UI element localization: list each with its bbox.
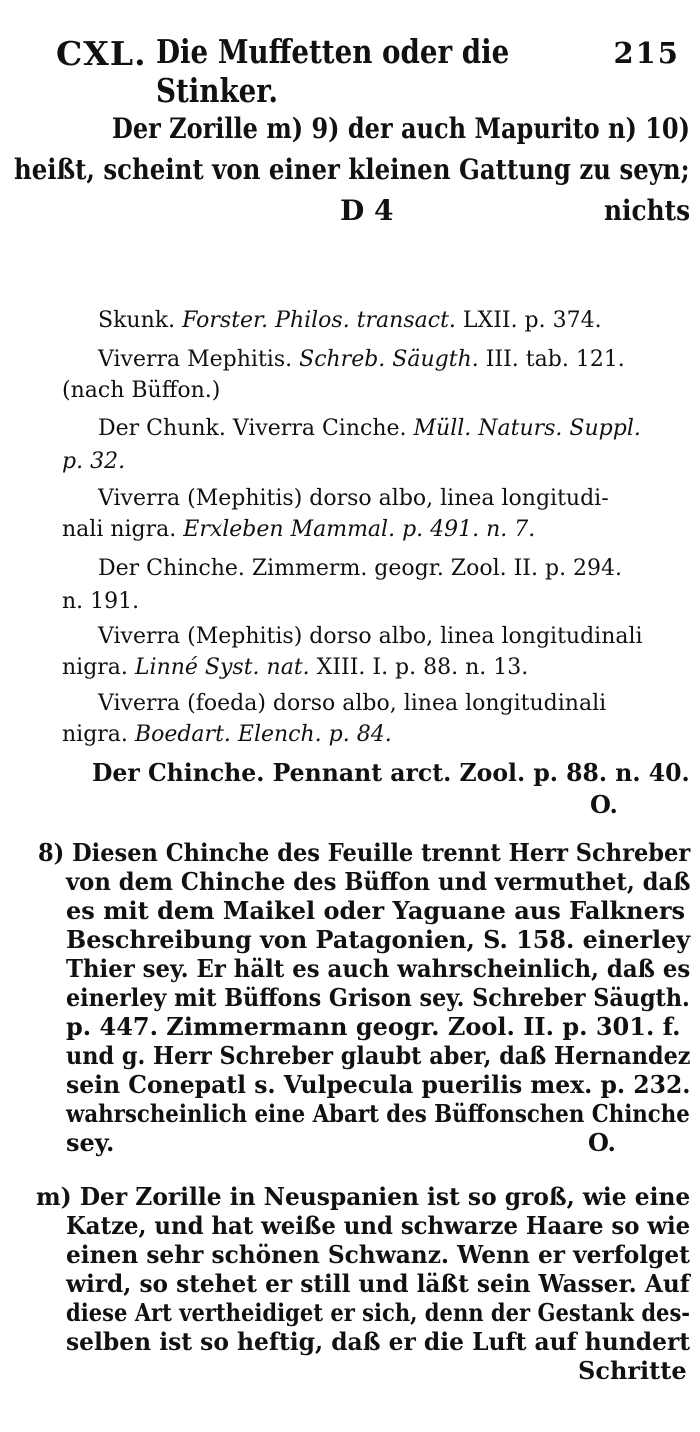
reference-line: Viverra (Mephitis) dorso albo, linea longitudi- xyxy=(98,486,609,511)
reference-line: Viverra (Mephitis) dorso albo, linea longitudinali xyxy=(98,624,643,649)
reference-line: Viverra (foeda) dorso albo, linea longitudinali xyxy=(98,691,607,716)
ref-text: Der Chunk. Viverra Cinche. xyxy=(98,416,407,441)
ref-source: Müll. Naturs. Suppl. xyxy=(413,416,641,441)
reference-line: p. 32. xyxy=(62,449,126,474)
footnote-line: 8) Diesen Chinche des Feuille trennt Herr Schreber xyxy=(38,838,691,867)
catchword: nichts xyxy=(604,194,691,227)
reference-line xyxy=(98,416,641,441)
ref-source: Boedart. Elench. p. 84. xyxy=(134,722,392,747)
signature-mark: D 4 xyxy=(340,194,394,227)
reference-line xyxy=(62,655,528,680)
footnote-line: einen sehr schönen Schwanz. Wenn er verfolget xyxy=(66,1240,690,1269)
footnote-line: diese Art vertheidiget er sich, denn der Gestank des- xyxy=(66,1298,691,1327)
signature-mark: O. xyxy=(590,790,618,819)
reference-line: (nach Büffon.) xyxy=(62,378,221,403)
page-number: 215 xyxy=(613,36,680,70)
main-text-line: Der Zorille m) 9) der auch Mapurito n) 10) xyxy=(112,112,690,145)
reference-line: Der Chinche. Pennant arct. Zool. p. 88. n. 40. xyxy=(92,758,690,787)
footnote-line: p. 447. Zimmermann geogr. Zool. II. p. 301. f. xyxy=(66,1012,681,1041)
footnote-line: von dem Chinche des Büffon und vermuthet, daß xyxy=(66,867,691,896)
reference-line: n. 191. xyxy=(62,589,140,614)
footnote-line: einerley mit Büffons Grison sey. Schreber Säugth. xyxy=(66,983,690,1012)
footnote-line: Beschreibung von Patagonien, S. 158. einerley xyxy=(66,925,691,954)
footnote-line: m) Der Zorille in Neuspanien ist so groß, wie eine xyxy=(36,1182,691,1211)
ref-text: LXII. p. 374. xyxy=(462,308,602,333)
ref-text: nali nigra. xyxy=(62,517,177,542)
ref-text: Viverra Mephitis. xyxy=(98,347,293,372)
catchword: Schritte xyxy=(578,1356,687,1385)
reference-line xyxy=(62,722,392,747)
ref-source: Erxleben Mammal. p. 491. n. 7. xyxy=(183,517,536,542)
signature-mark: O. xyxy=(588,1128,616,1157)
footnote-line: wahrscheinlich eine Abart des Büffonschen Chinche xyxy=(66,1099,690,1128)
ref-text: Skunk. xyxy=(98,308,176,333)
running-header xyxy=(56,30,686,110)
reference-line xyxy=(98,347,625,372)
footnote-line: sey. xyxy=(66,1128,115,1157)
footnote-line: selben ist so heftig, daß er die Luft auf hundert xyxy=(66,1327,691,1356)
ref-text: III. tab. 121. xyxy=(485,347,625,372)
ref-text: XIII. I. p. 88. n. 13. xyxy=(316,655,529,680)
footnote-line: sein Conepatl s. Vulpecula puerilis mex. p. 232. xyxy=(66,1070,691,1099)
footnote-line: Katze, und hat weiße und schwarze Haare so wie xyxy=(66,1211,691,1240)
ref-text: nigra. xyxy=(62,722,128,747)
footnote-line: wird, so stehet er still und läßt sein Wasser. Auf xyxy=(66,1269,690,1298)
ref-source: Schreb. Säugth. xyxy=(299,347,479,372)
footnote-line: es mit dem Maikel oder Yaguane aus Falkners xyxy=(66,896,685,925)
main-text-line: heißt, scheint von einer kleinen Gattung zu seyn; xyxy=(14,153,690,186)
reference-line xyxy=(98,308,602,333)
ref-source: Linné Syst. nat. xyxy=(134,655,310,680)
reference-line xyxy=(62,517,535,542)
footnote-line: Thier sey. Er hält es auch wahrscheinlich, daß es xyxy=(66,954,691,983)
ref-source: Forster. Philos. transact. xyxy=(182,308,456,333)
ref-text: nigra. xyxy=(62,655,128,680)
chapter-title: Die Muffetten oder die Stinker. xyxy=(156,32,510,110)
reference-line: Der Chinche. Zimmerm. geogr. Zool. II. p. 294. xyxy=(98,556,623,581)
footnote-line: und g. Herr Schreber glaubt aber, daß Hernandez xyxy=(66,1041,691,1070)
section-number: CXL. xyxy=(56,34,147,73)
